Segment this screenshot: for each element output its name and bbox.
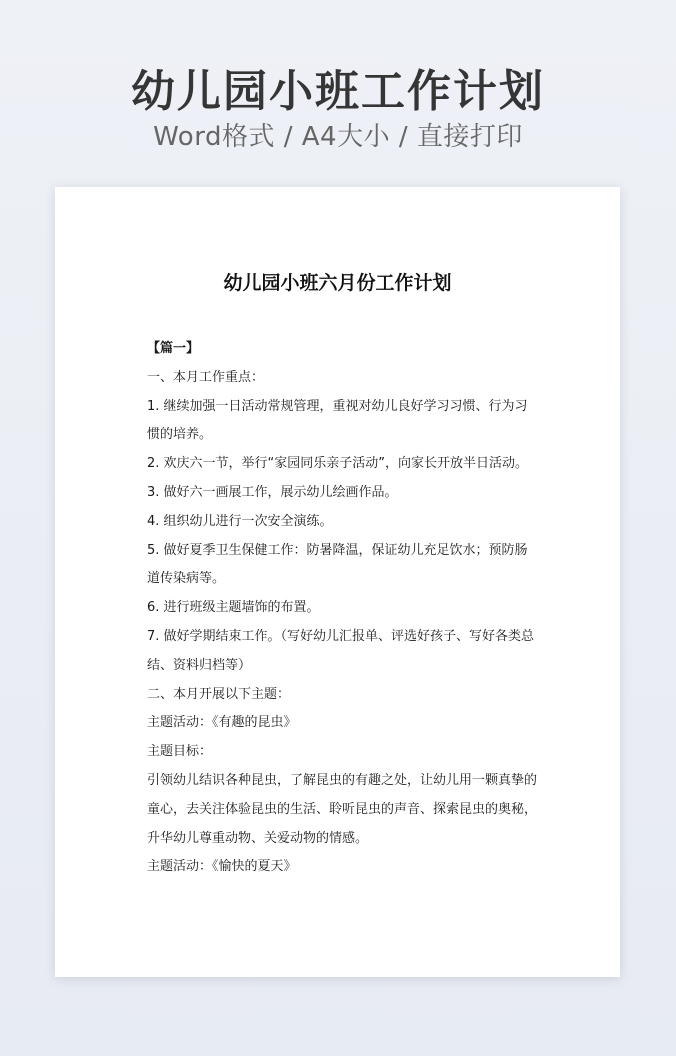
- document-body: [147, 335, 537, 882]
- work-item-7: 7. 做好学期结束工作。（写好幼儿汇报单、评选好孩子、写好各类总结、资料归档等）: [147, 628, 535, 673]
- work-item-4: 4. 组织幼儿进行一次安全演练。: [147, 513, 333, 529]
- heading-work-focus: 一、本月工作重点：: [147, 369, 265, 385]
- work-item-1: 1. 继续加强一日活动常规管理，重视对幼儿良好学习习惯、行为习惯的培养。: [147, 398, 528, 443]
- theme-goal-text: 引领幼儿结识各种昆虫，了解昆虫的有趣之处，让幼儿用一颗真挚的童心，去关注体验昆虫的生活、聆听昆虫的声音、探索昆虫的奥秘，升华幼儿尊重动物、关爱动物的情感。: [147, 772, 538, 846]
- theme-activity-insects: 主题活动：《有趣的昆虫》: [147, 715, 297, 731]
- work-item-5: 5. 做好夏季卫生保健工作：防暑降温，保证幼儿充足饮水；预防肠道传染病等。: [147, 542, 528, 587]
- theme-goal-label: 主题目标：: [147, 744, 213, 760]
- work-item-2: 2. 欢庆六一节，举行“家园同乐亲子活动”，向家长开放半日活动。: [147, 456, 529, 472]
- banner-subtitle: Word格式 / A4大小 / 直接打印: [153, 122, 523, 152]
- work-item-3: 3. 做好六一画展工作，展示幼儿绘画作品。: [147, 484, 398, 500]
- document-title: 幼儿园小班六月份工作计划: [223, 272, 452, 294]
- banner-title: 幼儿园小班工作计划: [131, 66, 545, 117]
- section-tag: 【篇一】: [147, 341, 200, 356]
- document-page: [55, 187, 620, 977]
- heading-themes: 二、本月开展以下主题：: [147, 686, 291, 702]
- theme-activity-summer: 主题活动：《愉快的夏天》: [147, 859, 297, 875]
- work-item-6: 6. 进行班级主题墙饰的布置。: [147, 600, 320, 616]
